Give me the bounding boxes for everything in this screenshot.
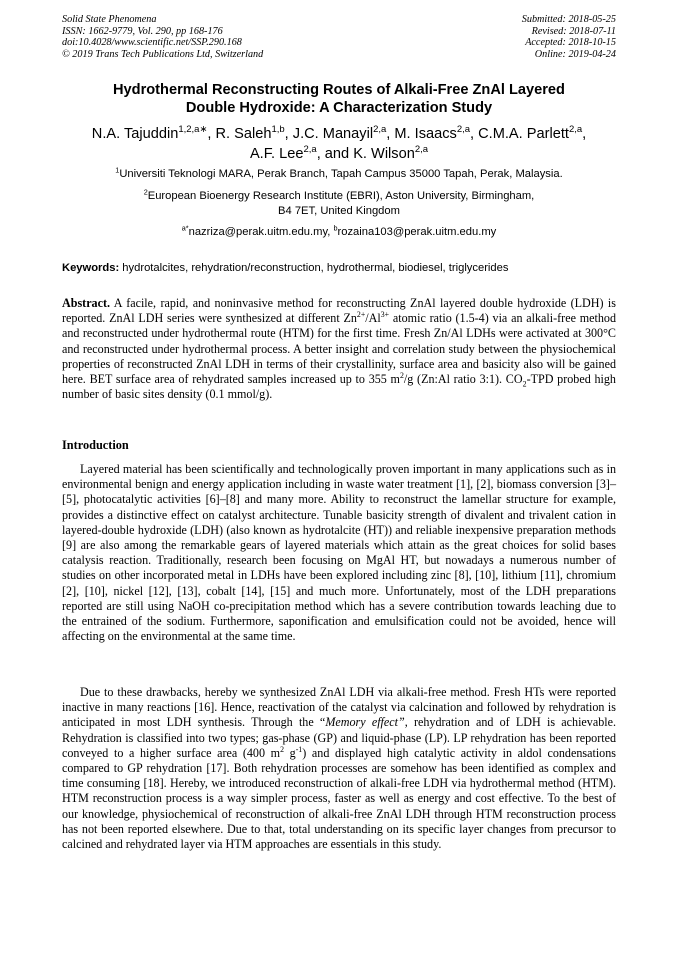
abstract-text: A facile, rapid, and noninvasive method for reconstructing ZnAl layered double hydroxide (LDH) is reported. ZnAl LDH series were synthesized at different Zn — [62, 296, 616, 326]
author-affil-marker: 2,a — [373, 124, 387, 136]
journal-info — [62, 14, 263, 60]
author-list — [30, 125, 648, 164]
paragraph-text: , rehydration and of LDH is achievable. Rehydration is classified into two types; gas-phase (GP) and liquid-phase (LP). LP rehydration has been reported conveyed to a higher surface area (400 m — [62, 715, 617, 760]
authors-line-2 — [30, 145, 648, 165]
paragraph-text: g — [284, 745, 296, 760]
abstract-label: Abstract. — [62, 296, 111, 310]
paper-title — [40, 82, 638, 117]
keywords-text: hydrotalcites, rehydration/reconstruction, hydrothermal, biodiesel, triglycerides — [119, 262, 509, 274]
email-marker: b — [333, 223, 338, 233]
affiliation-1 — [40, 167, 638, 182]
emphasis-text: Memory effect” — [325, 715, 405, 730]
title-line-2: Double Hydroxide: A Characterization Study — [185, 99, 493, 116]
author-name: , R. Saleh — [207, 126, 272, 142]
title-line-1: Hydrothermal Reconstructing Routes of Alkali-Free ZnAl Layered — [113, 82, 565, 98]
affil-marker: 2 — [143, 187, 148, 197]
email-link[interactable]: nazriza@perak.uitm.edu.my, — [188, 226, 334, 238]
paragraph-text: Due to these drawbacks, hereby we synthesized ZnAl LDH via alkali-free method. Fresh HTs were reported inactive in many reactions [16]. Hence, reactivation of the catalyst via calcination and followed by rehydration is anticipated in most LDH synthesis. Through the “ — [62, 685, 616, 730]
author-affil-marker: 2,a — [303, 143, 317, 155]
author-affil-marker: 2,a — [414, 143, 429, 155]
subscript: 2 — [522, 379, 527, 389]
author-name: N.A. Tajuddin — [91, 126, 179, 142]
email-marker: a* — [181, 223, 189, 233]
author-affil-marker: 1,b — [271, 124, 285, 136]
keywords — [62, 261, 622, 275]
abstract-text: -TPD probed high number of basic sites density (0.1 mmol/g). — [62, 372, 616, 402]
journal-name: Solid State Phenomena — [62, 14, 157, 25]
issn-volume: ISSN: 1662-9779, Vol. 290, pp 168-176 — [62, 25, 223, 37]
abstract-text: /g (Zn:Al ratio 3:1). CO — [403, 372, 523, 387]
abstract-text: atomic ratio (1.5-4) via an alkali-free method and reconstructed under hydrothermal route (HTM) for the first time. Fresh Zn/Al LDHs were activated at 300°C and reconstructed under hydrothermal process. A better insight and correlation study between the physiochemical properties of reconstructed ZnAl LDH in terms of their crystallinity, surface area and basicity also will be gained here. BET surface area of rehydrated samples increased up to 355 m — [62, 311, 616, 387]
paragraph-text: ) and displayed high catalytic activity in aldol condensations compared to GP rehydration [17]. Both rehydration processes are somehow has been identified as complex and time consuming [18]. Hereby, we introduced reconstruction of alkali-free LDH via hydrothermal method (HTM). HTM reconstruction process is a way simpler process, faster as well as energy and cost effective. To the best of our knowledge, physiochemical of reconstruction of alkali-free ZnAl LDH through HTM reconstruction process has not been reported elsewhere. Due to that, total understanding on its specific layer changes from precursor to calcined and rehydrated layer via HTM approaches are essentials in this study. — [62, 745, 616, 852]
intro-paragraph-2 — [62, 685, 616, 852]
author-name: , and K. Wilson — [316, 145, 415, 162]
superscript: 2+ — [356, 310, 366, 320]
superscript: 2 — [280, 744, 284, 754]
affil-text: Universiti Teknologi MARA, Perak Branch, Tapah Campus 35000 Tapah, Perak, Malaysia. — [119, 168, 563, 180]
doi: doi:10.4028/www.scientific.net/SSP.290.168 — [62, 37, 242, 49]
author-name: , M. Isaacs — [386, 126, 457, 142]
affiliation-2 — [40, 189, 638, 219]
email-link[interactable]: rozaina103@perak.uitm.edu.my — [337, 226, 497, 238]
submitted-date: Submitted: 2018-05-25 — [521, 14, 616, 25]
author-affil-marker: 2,a — [568, 124, 583, 136]
affil-text: European Bioenergy Research Institute (EBRI), Aston University, Birmingham, — [147, 190, 535, 202]
contact-emails — [40, 225, 638, 240]
affil-2-line-1 — [40, 189, 638, 204]
abstract — [62, 296, 616, 402]
author-name: , J.C. Manayil — [284, 126, 374, 142]
author-name: A.F. Lee — [249, 145, 304, 162]
copyright: © 2019 Trans Tech Publications Ltd, Switzerland — [62, 48, 264, 60]
online-date: Online: 2019-04-24 — [534, 48, 616, 60]
authors-line-1: N.A. Tajuddin$^{1,2,a∗}$, R. Saleh$^{1,b}$, J.C. Manayil$^{2,a}$, M. Isaacs$^{2,a}$, C.M.A. Parlett$^{2,a}$, — [91, 124, 587, 142]
intro-paragraph-1: Layered material has been scientifically and technologically proven important in many applications such as in environmental benign and energy application including in waste water treatment [1], [2], biomass conversion [3]–[5], photocatalytic activities [6]–[8] and many more. Ability to reconstruct the lamellar structure for example, provides a distinctive effect on catalyst architecture. Tunable basicity strength of divalent and trivalent cation in layered-double hydroxide (LDH) (also known as hydrotalcite (HT)) and reliable inexpensive preparation methods [9] are also among the remarkable gears of layered materials which attain as the great choices for solid bases catalysis reaction. Traditionally, research been focusing on MgAl HT, but nowadays a numerous number of studies on other incorporated metal in LDHs have been explored including zinc [8], [10], lithium [11], chromium [2], [10], nickel [12], [13], cobalt [14], [15] and much more. Unfortunately, most of the LDH preparations reported are still using NaOH co-precipitation method which has a severe contribution towards leaching due to the entrained of the sodium. Furthermore, saponification and emulsification could not be avoided, hence will affecting on the environmental at the same time. — [62, 462, 616, 644]
superscript: 2 — [399, 370, 404, 380]
superscript: -1 — [295, 744, 303, 754]
keywords-label: Keywords: — [62, 262, 120, 274]
publication-dates — [522, 14, 616, 60]
accepted-date: Accepted: 2018-10-15 — [525, 37, 616, 49]
section-heading-introduction: Introduction — [62, 438, 129, 452]
affil-2-line-2: B4 7ET, United Kingdom — [278, 205, 400, 217]
affil-marker: 1 — [115, 165, 120, 175]
author-affil-marker: 1,2,a∗ — [178, 124, 208, 136]
revised-date: Revised: 2018-07-11 — [531, 25, 616, 37]
abstract-text: /Al — [365, 311, 381, 326]
author-name: , C.M.A. Parlett — [470, 126, 569, 142]
author-affil-marker: 2,a — [456, 124, 471, 136]
superscript: 3+ — [380, 310, 390, 320]
